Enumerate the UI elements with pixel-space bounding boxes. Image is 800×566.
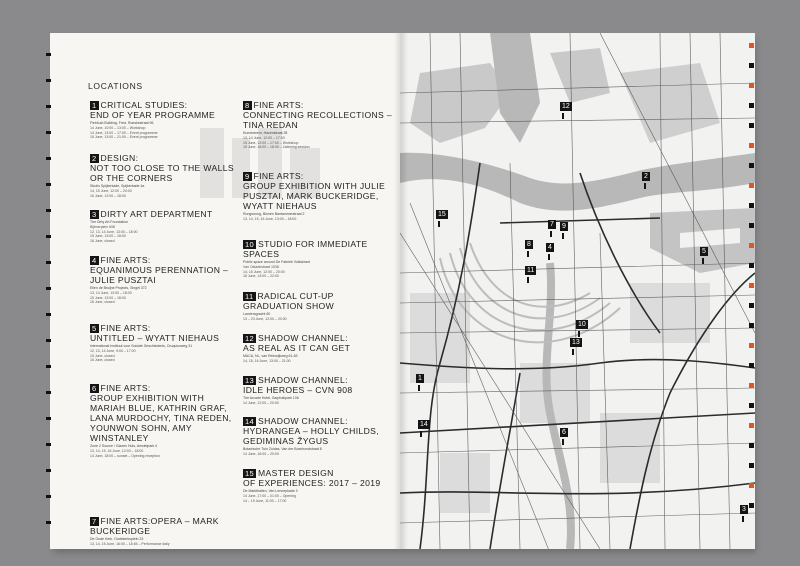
map-marker-7[interactable]: 7 bbox=[548, 213, 556, 237]
location-title: DESIGN: bbox=[100, 153, 139, 163]
location-time: 16 June, 12:00 – 18:00 bbox=[90, 193, 126, 198]
location-item-5 bbox=[90, 323, 240, 363]
location-title: FINE ARTS: bbox=[100, 516, 151, 526]
location-item-8 bbox=[243, 100, 393, 150]
location-time: 15 June, 13:00 – 18:00 bbox=[90, 234, 126, 239]
location-time: 14 June, 12:00 – 20:00 bbox=[243, 401, 279, 405]
location-title: FINE ARTS: bbox=[253, 171, 304, 181]
spine-gutter bbox=[394, 33, 408, 549]
location-subtitle: EQUANIMOUS PERENNATION – JULIE PUSZTAI bbox=[90, 265, 229, 285]
location-item-4 bbox=[90, 255, 240, 305]
location-time: 15 June, 12:00 – 17:00 – Workshop bbox=[243, 140, 299, 145]
location-time: Bijlmerplein 698 bbox=[90, 225, 115, 229]
location-subtitle: AS REAL AS IT CAN GET bbox=[243, 343, 351, 353]
location-title: STUDIO FOR IMMEDIATE SPACES bbox=[243, 239, 368, 259]
location-item-11 bbox=[243, 291, 393, 322]
location-time: 13 – 23 June, 12:00 – 20:00 bbox=[243, 317, 287, 321]
location-subtitle: GROUP EXHIBITION WITH JULIE PUSZTAI, MARK BUCKERIDGE, WYATT NIEHAUS bbox=[243, 181, 386, 211]
location-address: Ellen de Bruijne Projects, Singel 372 bbox=[90, 286, 147, 290]
location-subtitle: GROUP EXHIBITION WITH MARIAH BLUE, KATHRIN GRAF, LANA MURDOCHY, TINA REDEN, YOUNWON SOHN, AMY WINSTANLEY bbox=[90, 393, 232, 443]
location-title: FINE ARTS: bbox=[100, 255, 151, 265]
location-address: Public space around De Fabriek Volkskrant bbox=[243, 260, 310, 264]
locations-page bbox=[50, 33, 400, 549]
location-time: Van Ostadestraat 153D bbox=[243, 265, 280, 269]
location-title: DIRTY ART DEPARTMENT bbox=[100, 209, 213, 219]
map-marker-4[interactable]: 4 bbox=[546, 236, 554, 260]
location-title: SHADOW CHANNEL: bbox=[258, 333, 348, 343]
location-item-12 bbox=[243, 333, 393, 364]
map-marker-3[interactable]: 3 bbox=[740, 498, 748, 522]
location-address: Botanische Tuin Zuidas, Van der Boechorststraat 8 bbox=[243, 447, 322, 451]
location-time: 14 – 19 June, 11:00 – 17:00 bbox=[243, 498, 287, 503]
location-time: 13, 14 June, 13:00 – 18:00 bbox=[90, 291, 132, 295]
location-subtitle: HYDRANGEA – HOLLY CHILDS, GEDIMINAS ŽYGUS bbox=[243, 426, 379, 446]
location-number: 4 bbox=[92, 256, 97, 265]
map-marker-13[interactable]: 13 bbox=[570, 331, 582, 355]
location-time: 14, 15 June, 12:00 – 20:00 bbox=[90, 189, 132, 193]
location-title: MASTER DESIGN bbox=[258, 468, 334, 478]
map-marker-11[interactable]: 11 bbox=[525, 259, 536, 283]
location-address: International Instituut voor Sociale Geschiedenis, Cruquiusweg 31 bbox=[90, 344, 193, 348]
location-subtitle: UNTITLED – WYATT NIEHAUS bbox=[90, 333, 220, 343]
location-item-7 bbox=[90, 516, 240, 547]
location-item-6 bbox=[90, 383, 240, 458]
location-address: De Markthallen, Van Lennepkade 3 bbox=[243, 489, 298, 493]
location-number: 2 bbox=[92, 154, 97, 163]
location-time: 16 June, closed bbox=[90, 239, 115, 244]
location-address: MACA, NL, van Reinwijkweg 61-63 bbox=[243, 354, 298, 358]
location-address: De Oude Kerk, Oudekerksplein 23 bbox=[90, 537, 144, 541]
location-number: 9 bbox=[245, 172, 250, 181]
location-number: 14 bbox=[245, 417, 255, 426]
location-subtitle: END OF YEAR PROGRAMME bbox=[90, 110, 216, 120]
location-time: 14 June, 10:00 – 13:00 – Workshop bbox=[90, 126, 146, 130]
location-time: 13, 14, 15, 16 June, 13:00 – 18:00 bbox=[243, 217, 297, 221]
location-item-15 bbox=[243, 468, 393, 503]
location-number: 11 bbox=[245, 292, 254, 301]
map-marker-1[interactable]: 1 bbox=[416, 367, 424, 391]
map-marker-14[interactable]: 14 bbox=[418, 413, 430, 437]
location-item-13 bbox=[243, 375, 393, 406]
location-time: 15 June, 16:00 – 18:00 – Listening session bbox=[243, 145, 310, 150]
location-time: 16 June, closed bbox=[90, 358, 115, 363]
location-time: 14 June, 18:00 – sunset – Opening reception bbox=[90, 453, 160, 458]
location-title: RADICAL CUT-UP bbox=[257, 291, 334, 301]
location-item-1 bbox=[90, 100, 240, 140]
location-subtitle: IDLE HEROES – CVN 908 bbox=[243, 385, 353, 395]
map-marker-8[interactable]: 8 bbox=[525, 233, 533, 257]
location-subtitle: GRADUATION SHOW bbox=[243, 301, 335, 311]
map-page bbox=[400, 33, 755, 549]
location-number: 10 bbox=[245, 240, 255, 249]
location-time: 12, 13, 14 June, 13:00 – 18:00 bbox=[90, 229, 138, 234]
location-time: 13, 14, 15 June, 16:00 – 18:45 – Performance daily bbox=[90, 542, 170, 546]
map-marker-9[interactable]: 9 bbox=[560, 215, 568, 239]
location-number: 13 bbox=[245, 376, 255, 385]
location-time: 15 June, 13:00 – 18:00 bbox=[90, 295, 126, 300]
location-subtitle: NOT TOO CLOSE TO THE WALLS OR THE CORNERS bbox=[90, 163, 234, 183]
location-time: 16 June, closed bbox=[90, 300, 115, 305]
location-address: The Dirty Art Foundation bbox=[90, 220, 128, 224]
location-title: SHADOW CHANNEL: bbox=[258, 416, 348, 426]
map-marker-10[interactable]: 10 bbox=[576, 313, 588, 337]
location-time: 13, 14 June, 12:00 – 17:00 bbox=[243, 136, 285, 140]
location-subtitle: OPERA – MARK BUCKERIDGE bbox=[90, 516, 219, 536]
map-marker-5[interactable]: 5 bbox=[700, 240, 708, 264]
location-time: 14, 15, 16 June, 13:00 – 21:00 bbox=[243, 359, 291, 363]
location-time: 14 June, 17:00 – 01:00 – Opening bbox=[243, 494, 296, 498]
location-time: 14, 15 June, 12:00 – 20:00 bbox=[243, 269, 285, 274]
location-item-10 bbox=[243, 239, 393, 279]
location-address: Rongwrong, Binnen Bantammerstraat 2 bbox=[243, 212, 305, 216]
location-address: The Arcade Hotel, Sarphatipark 106 bbox=[243, 396, 299, 400]
location-address: Zone 2 Source / Glazen Huis, Amstelpark 4 bbox=[90, 444, 158, 448]
location-number: 7 bbox=[92, 517, 97, 526]
location-subtitle: OF EXPERIENCES: 2017 – 2019 bbox=[243, 478, 381, 488]
location-number: 15 bbox=[245, 469, 255, 478]
location-number: 12 bbox=[245, 334, 255, 343]
location-title: FINE ARTS: bbox=[253, 100, 304, 110]
location-address: Kunstvereín, Hazenstraat 28 bbox=[243, 131, 288, 135]
location-number: 3 bbox=[92, 210, 97, 219]
location-address: Lauriersgracht 60 bbox=[243, 312, 271, 316]
city-map bbox=[400, 33, 755, 549]
map-marker-2[interactable]: 2 bbox=[642, 165, 650, 189]
location-subtitle: CONNECTING RECOLLECTIONS – TINA REDAN bbox=[243, 110, 393, 130]
location-time: 13, 14, 15, 16 June, 12:00 – 18:00 bbox=[90, 449, 144, 453]
location-address: FieldLab Building, Fred. Roeskestraat 96 bbox=[90, 121, 154, 125]
binding-holes-left bbox=[46, 33, 54, 549]
location-title: SHADOW CHANNEL: bbox=[258, 375, 348, 385]
location-number: 1 bbox=[92, 101, 97, 110]
location-number: 6 bbox=[92, 384, 97, 393]
map-marker-12[interactable]: 12 bbox=[560, 95, 572, 119]
location-item-2 bbox=[90, 153, 240, 198]
location-item-14 bbox=[243, 416, 393, 457]
booklet-spread bbox=[50, 33, 755, 549]
location-title: FINE ARTS: bbox=[100, 323, 151, 333]
location-title: FINE ARTS: bbox=[100, 383, 151, 393]
location-time: 14 June, 16:00 – 20:00 bbox=[243, 452, 279, 456]
location-number: 8 bbox=[245, 101, 250, 110]
location-item-3 bbox=[90, 209, 240, 244]
location-time: 12, 13, 14 June, 9:00 – 17:00 bbox=[90, 349, 136, 353]
location-time: 16 June, 14:00 – 22:00 bbox=[243, 274, 279, 279]
location-number: 5 bbox=[92, 324, 97, 333]
map-marker-6[interactable]: 6 bbox=[560, 421, 568, 445]
location-time: 15 June, 13:00 – 21:00 – Event programme bbox=[90, 135, 158, 140]
locations-title: LOCATIONS bbox=[88, 81, 143, 91]
binding-color-strip-right bbox=[749, 33, 759, 549]
location-time: 15 June, closed bbox=[90, 353, 115, 358]
location-title: CRITICAL STUDIES: bbox=[100, 100, 188, 110]
location-address: Studio Spijkerkade, Spijkerkade 4a bbox=[90, 184, 145, 188]
map-marker-15[interactable]: 15 bbox=[436, 203, 448, 227]
location-item-9 bbox=[243, 171, 393, 222]
location-time: 14 June, 13:00 – 17:00 – Event programme bbox=[90, 130, 158, 135]
